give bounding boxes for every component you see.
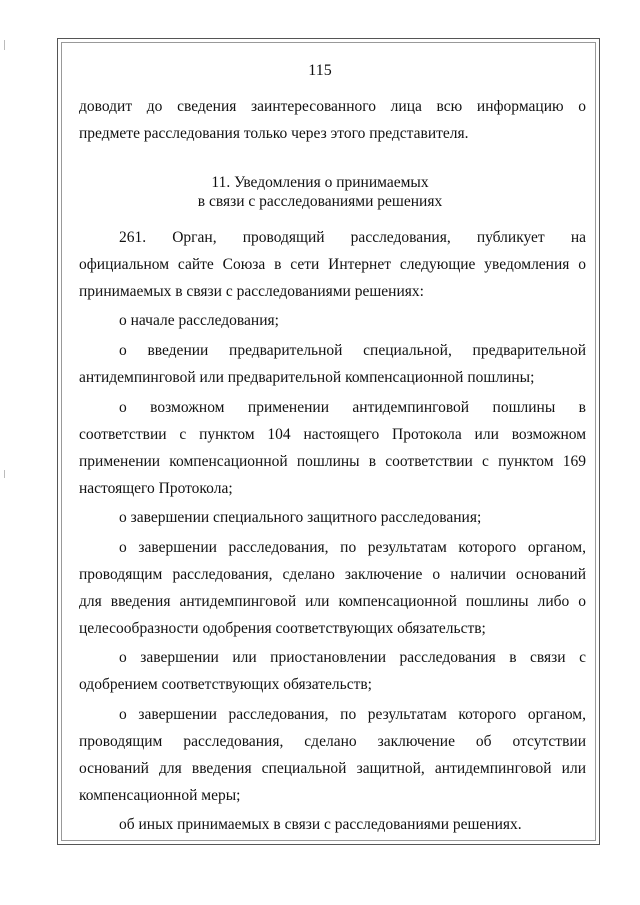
list-item-line: о завершении или приостановлении расследования в связи с xyxy=(119,649,586,666)
section-heading: 11. Уведомления о принимаемых xyxy=(211,174,429,191)
list-item-line: целесообразности одобрения соответствующих обязательств; xyxy=(79,620,486,637)
list-item-line: настоящего Протокола; xyxy=(79,480,233,497)
list-item-line: о возможном применении антидемпинговой пошлины в xyxy=(119,399,586,416)
continuation-line: доводит до сведения заинтересованного лица всю информацию о xyxy=(79,98,586,115)
page-number: 115 xyxy=(308,62,332,79)
list-item-line: антидемпинговой или предварительной компенсационной пошлины; xyxy=(79,369,535,386)
list-item-line: об иных принимаемых в связи с расследованиями решениях. xyxy=(119,816,522,833)
list-item-line: о введении предварительной специальной, предварительной xyxy=(119,342,586,359)
list-item-line: о завершении специального защитного расследования; xyxy=(119,509,482,526)
list-item-line: одобрением соответствующих обязательств; xyxy=(79,676,372,693)
list-item-line: оснований для введения специальной защитной, антидемпинговой или xyxy=(79,760,586,777)
scan-edge-mark xyxy=(4,40,5,50)
list-item-line: проводящим расследования, сделано заключение об отсутствии xyxy=(79,733,586,750)
continuation-line: предмете расследования только через этого представителя. xyxy=(79,125,469,142)
section-heading: в связи с расследованиями решениях xyxy=(197,193,443,210)
list-item-line: проводящим расследования, сделано заключение о наличии оснований xyxy=(79,566,586,583)
list-item-line: о завершении расследования, по результатам которого органом, xyxy=(119,539,586,556)
list-item-line: для введения антидемпинговой или компенсационной пошлины либо о xyxy=(79,593,586,610)
list-item-line: о начале расследования; xyxy=(119,312,279,329)
paragraph-line: официальном сайте Союза в сети Интернет следующие уведомления о xyxy=(79,256,586,273)
list-item-line: применении компенсационной пошлины в соответствии с пунктом 169 xyxy=(79,453,586,470)
list-item-line: компенсационной меры; xyxy=(79,787,241,804)
list-item-line: соответствии с пунктом 104 настоящего Протокола или возможном xyxy=(79,426,586,443)
paragraph-line: 261. Орган, проводящий расследования, публикует на xyxy=(119,229,586,246)
list-item-line: о завершении расследования, по результатам которого органом, xyxy=(119,706,586,723)
paragraph-line: принимаемых в связи с расследованиями решениях: xyxy=(79,283,424,300)
scan-edge-mark xyxy=(4,470,5,478)
